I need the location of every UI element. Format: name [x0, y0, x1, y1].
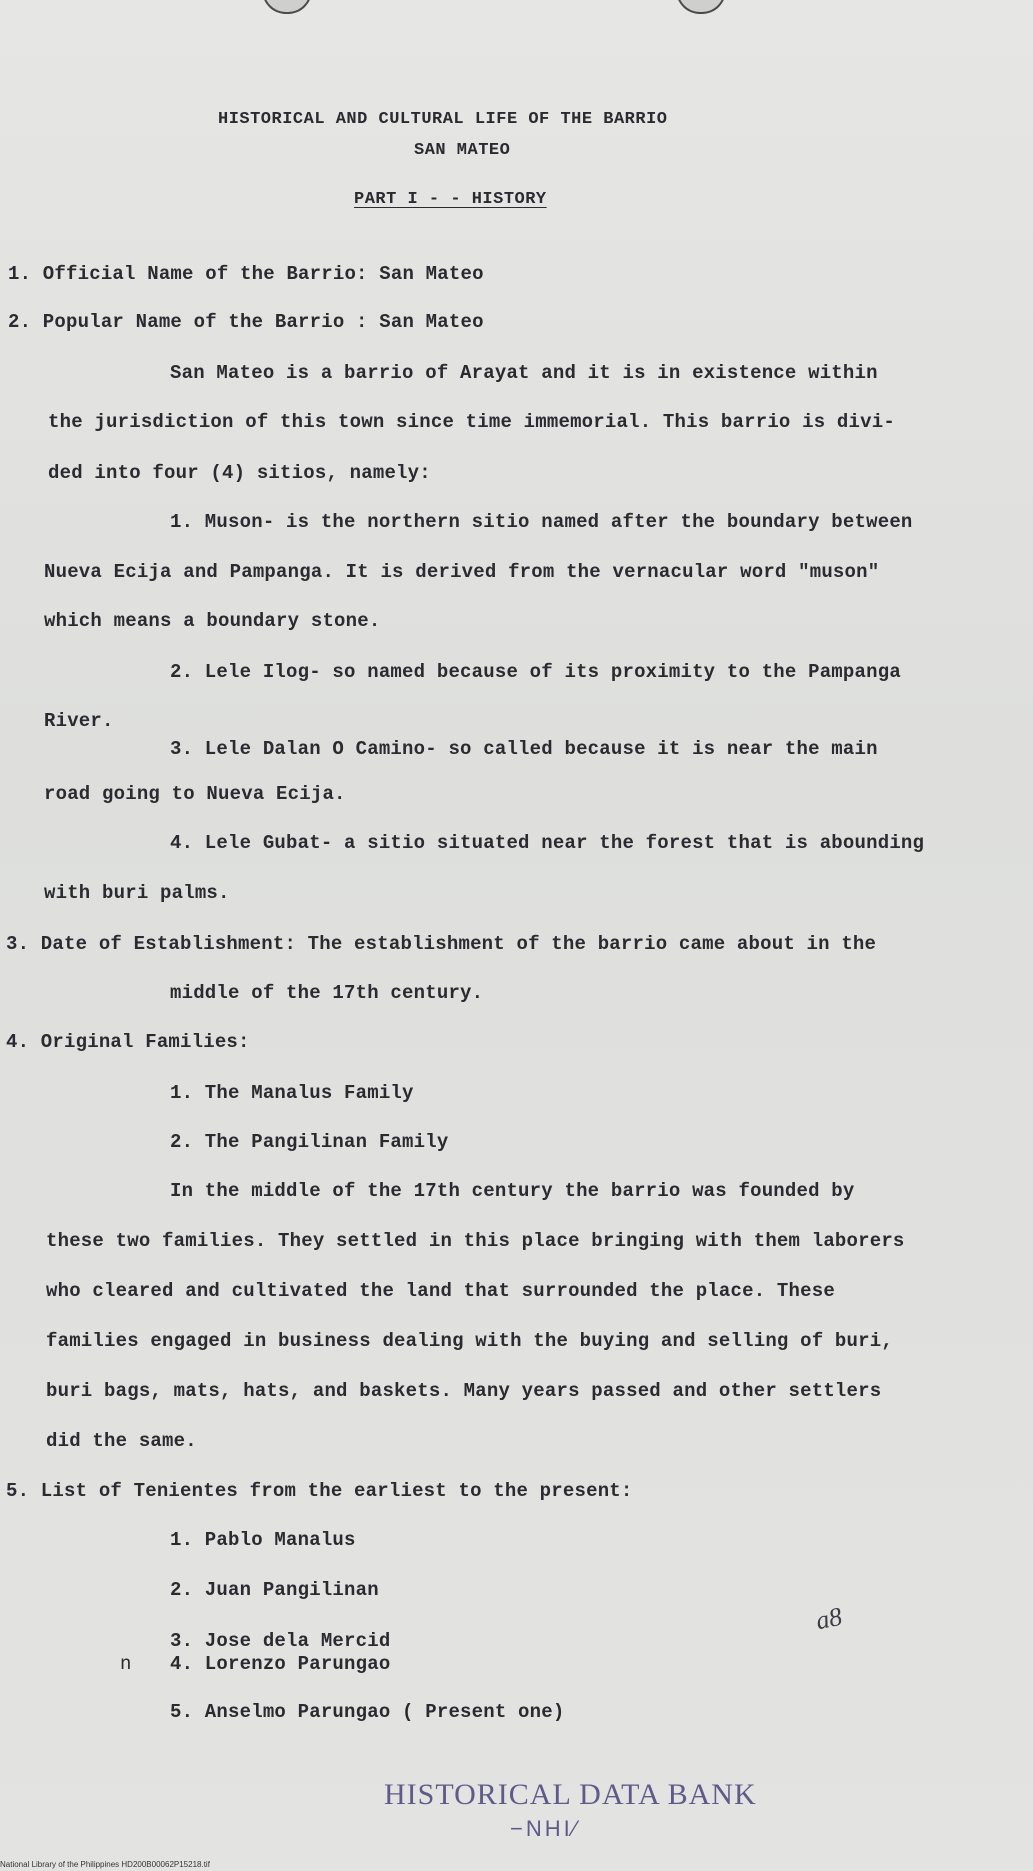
nhi-text: NHI: [525, 1816, 573, 1841]
family-1: 1. The Manalus Family: [170, 1082, 414, 1104]
handwritten-page-number: a8: [813, 1601, 845, 1636]
families-para-4: families engaged in business dealing with the buying and selling of buri,: [46, 1330, 893, 1352]
stamp-dash-left: −: [510, 1816, 526, 1841]
families-para-3: who cleared and cultivated the land that surrounded the place. These: [46, 1280, 835, 1302]
binder-hole-left: [262, 0, 312, 14]
scan-footer: National Library of the Philippines HD200B00062P15218.tif: [0, 1860, 210, 1869]
sitio-2-line-2: River.: [44, 710, 114, 732]
historical-data-bank-stamp: HISTORICAL DATA BANK: [384, 1778, 757, 1811]
families-para-5: buri bags, mats, hats, and baskets. Many years passed and other settlers: [46, 1380, 882, 1402]
nhi-stamp: [510, 1816, 579, 1842]
sitio-1-line-3: which means a boundary stone.: [44, 610, 381, 632]
intro-line-2: the jurisdiction of this town since time immemorial. This barrio is divi-: [48, 411, 895, 433]
doc-title: HISTORICAL AND CULTURAL LIFE OF THE BARRIO: [218, 110, 668, 129]
sitio-4-line-1: 4. Lele Gubat- a sitio situated near the forest that is abounding: [170, 832, 925, 854]
popular-name: 2. Popular Name of the Barrio : San Mateo: [8, 311, 484, 333]
teniente-4: 4. Lorenzo Parungao: [170, 1653, 391, 1675]
part-title: PART I - - HISTORY: [354, 190, 547, 209]
sitio-3-line-2: road going to Nueva Ecija.: [44, 783, 346, 805]
binder-hole-right: [676, 0, 726, 14]
teniente-1: 1. Pablo Manalus: [170, 1529, 356, 1551]
official-name: 1. Official Name of the Barrio: San Mateo: [8, 263, 484, 285]
margin-mark: n: [120, 1653, 132, 1675]
families-para-6: did the same.: [46, 1430, 197, 1452]
sitio-4-line-2: with buri palms.: [44, 882, 230, 904]
teniente-5: 5. Anselmo Parungao ( Present one): [170, 1701, 565, 1723]
sitio-1-line-1: 1. Muson- is the northern sitio named after the boundary between: [170, 511, 913, 533]
families-para-2: these two families. They settled in this place bringing with them laborers: [46, 1230, 905, 1252]
sitio-1-line-2: Nueva Ecija and Pampanga. It is derived from the vernacular word "muson": [44, 561, 880, 583]
intro-line-3: ded into four (4) sitios, namely:: [48, 462, 431, 484]
establishment-line-1: 3. Date of Establishment: The establishment of the barrio came about in the: [6, 933, 877, 955]
establishment-line-2: middle of the 17th century.: [170, 982, 484, 1004]
family-2: 2. The Pangilinan Family: [170, 1131, 449, 1153]
stamp-slash: ⁄: [572, 1816, 580, 1841]
doc-subtitle: SAN MATEO: [414, 141, 511, 160]
families-heading: 4. Original Families:: [6, 1031, 250, 1053]
intro-line-1: San Mateo is a barrio of Arayat and it is in existence within: [170, 362, 878, 384]
teniente-2: 2. Juan Pangilinan: [170, 1579, 379, 1601]
sitio-2-line-1: 2. Lele Ilog- so named because of its proximity to the Pampanga: [170, 661, 901, 683]
sitio-3-line-1: 3. Lele Dalan O Camino- so called because it is near the main: [170, 738, 878, 760]
teniente-3: 3. Jose dela Mercid: [170, 1630, 391, 1652]
tenientes-heading: 5. List of Tenientes from the earliest to the present:: [6, 1480, 633, 1502]
families-para-1: In the middle of the 17th century the barrio was founded by: [170, 1180, 855, 1202]
